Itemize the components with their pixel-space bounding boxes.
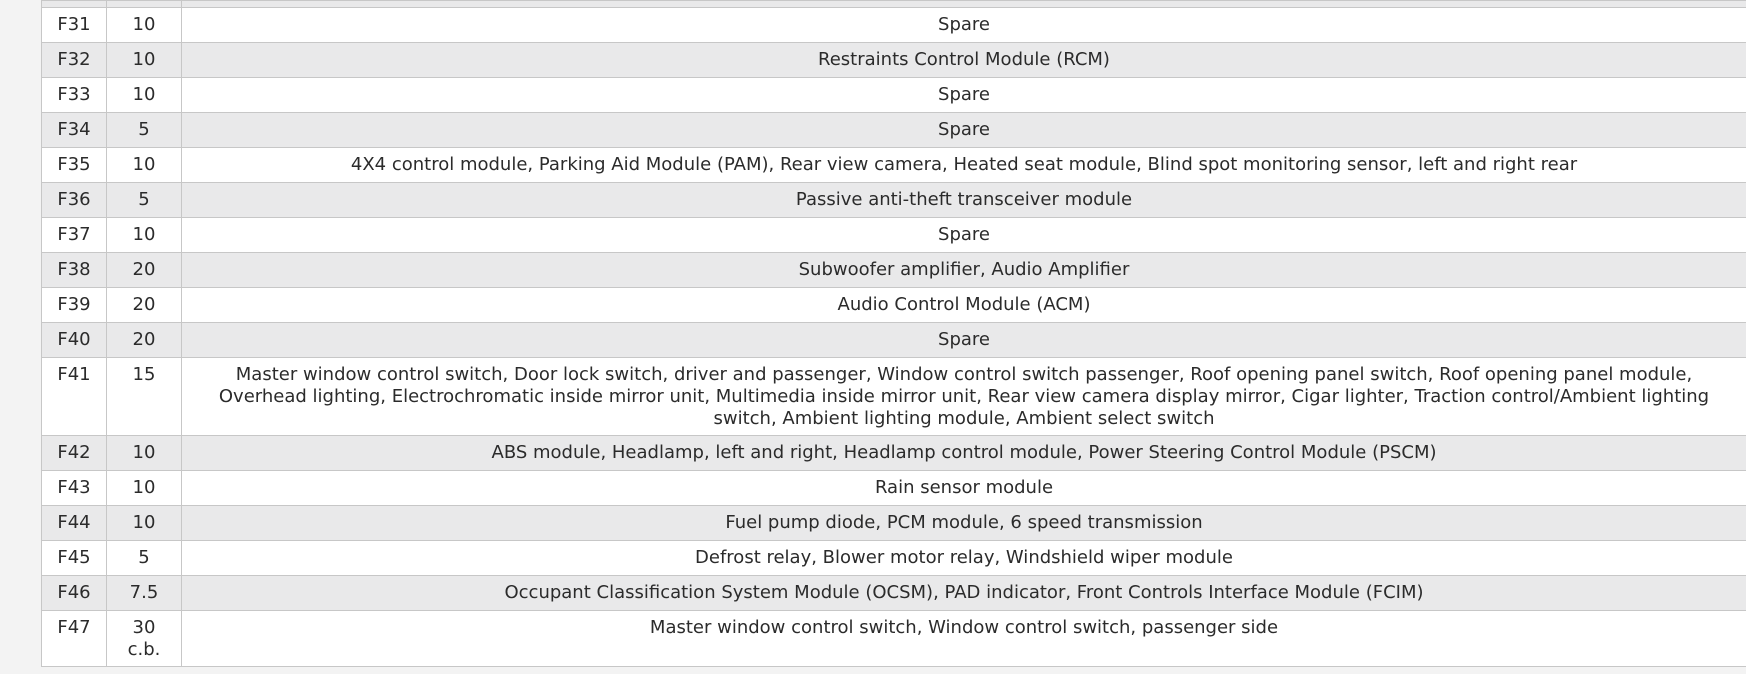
table-row [42, 43, 1746, 78]
fuse-id-cell [42, 358, 107, 436]
fuse-id: F38 [57, 259, 91, 280]
table-row [42, 113, 1746, 148]
fuse-id-cell [42, 8, 107, 43]
table-cell [182, 1, 1746, 8]
fuse-amps: 30 [132, 617, 156, 638]
table-row [42, 218, 1746, 253]
fuse-amps-cell [107, 358, 182, 436]
fuse-id-cell [42, 288, 107, 323]
fuse-description: Master window control switch, Door lock switch, driver and passenger, Window control switch passenger, Roof opening panel switch, Roof opening panel module, Overhead lighting, Electrochromatic inside mirror unit, Multimedia inside mirror unit, Rear view camera display mirror, Cigar lighter, Traction control/Ambient lighting switch, Ambient lighting module, Ambient select switch [218, 364, 1710, 429]
table-row [42, 541, 1746, 576]
fuse-description: Spare [938, 329, 990, 350]
fuse-amps: 20 [132, 294, 156, 315]
fuse-id-cell [42, 183, 107, 218]
fuse-id: F46 [57, 582, 91, 603]
table-row [42, 506, 1746, 541]
fuse-amps-cell [107, 323, 182, 358]
fuse-amps-cell [107, 183, 182, 218]
fuse-description-cell [182, 78, 1746, 113]
fuse-amps-cell [107, 78, 182, 113]
fuse-description-cell [182, 43, 1746, 78]
fuse-description: Spare [938, 224, 990, 245]
fuse-description-cell [182, 436, 1746, 471]
fuse-description: Occupant Classification System Module (OCSM), PAD indicator, Front Controls Interface Module (FCIM) [504, 582, 1424, 603]
fuse-description-cell [182, 576, 1746, 611]
fuse-id-cell [42, 471, 107, 506]
fuse-id: F47 [57, 617, 91, 638]
fuse-id: F42 [57, 442, 91, 463]
table-row [42, 611, 1746, 667]
fuse-amps: 10 [132, 84, 156, 105]
fuse-description-cell [182, 183, 1746, 218]
fuse-description-cell [182, 288, 1746, 323]
fuse-table [41, 0, 1746, 667]
fuse-description: Restraints Control Module (RCM) [818, 49, 1110, 70]
table-row-partial [42, 1, 1746, 8]
fuse-description: Subwoofer amplifier, Audio Amplifier [798, 259, 1130, 280]
fuse-amps: 10 [132, 154, 156, 175]
fuse-amps-unit: c.b. [127, 639, 161, 660]
fuse-description-cell [182, 611, 1746, 667]
fuse-description: Spare [938, 84, 990, 105]
fuse-id: F35 [57, 154, 91, 175]
fuse-amps-cell [107, 43, 182, 78]
fuse-description: 4X4 control module, Parking Aid Module (PAM), Rear view camera, Heated seat module, Blind spot monitoring sensor, left and right rear [350, 154, 1578, 175]
fuse-description: Audio Control Module (ACM) [837, 294, 1091, 315]
fuse-id: F41 [57, 364, 91, 385]
fuse-amps: 10 [132, 224, 156, 245]
fuse-description-cell [182, 218, 1746, 253]
fuse-id-cell [42, 611, 107, 667]
fuse-amps: 5 [138, 189, 150, 210]
table-cell [107, 1, 182, 8]
fuse-amps: 5 [138, 119, 150, 140]
fuse-description: Fuel pump diode, PCM module, 6 speed transmission [725, 512, 1203, 533]
fuse-description: Defrost relay, Blower motor relay, Windshield wiper module [695, 547, 1233, 568]
fuse-id-cell [42, 253, 107, 288]
fuse-amps: 10 [132, 512, 156, 533]
fuse-amps-cell [107, 576, 182, 611]
table-row [42, 358, 1746, 436]
fuse-id: F32 [57, 49, 91, 70]
fuse-description-cell [182, 253, 1746, 288]
fuse-id-cell [42, 541, 107, 576]
fuse-amps: 20 [132, 329, 156, 350]
fuse-amps-cell [107, 8, 182, 43]
fuse-id-cell [42, 506, 107, 541]
fuse-id-cell [42, 43, 107, 78]
fuse-id-cell [42, 218, 107, 253]
table-row [42, 148, 1746, 183]
fuse-description: Spare [938, 14, 990, 35]
fuse-id-cell [42, 78, 107, 113]
fuse-amps-cell [107, 506, 182, 541]
fuse-amps-cell [107, 471, 182, 506]
fuse-id-cell [42, 148, 107, 183]
fuse-description: Rain sensor module [874, 477, 1054, 498]
fuse-amps: 5 [138, 547, 150, 568]
fuse-amps-cell [107, 436, 182, 471]
fuse-description-cell [182, 541, 1746, 576]
fuse-amps: 10 [132, 477, 156, 498]
fuse-description-cell [182, 8, 1746, 43]
table-row [42, 183, 1746, 218]
fuse-id: F45 [57, 547, 91, 568]
fuse-description-cell [182, 471, 1746, 506]
fuse-id-cell [42, 113, 107, 148]
fuse-id-cell [42, 436, 107, 471]
fuse-id: F44 [57, 512, 91, 533]
fuse-description: Spare [938, 119, 990, 140]
fuse-id: F40 [57, 329, 91, 350]
fuse-amps-cell [107, 148, 182, 183]
fuse-amps: 10 [132, 442, 156, 463]
fuse-description: ABS module, Headlamp, left and right, Headlamp control module, Power Steering Control Module (PSCM) [491, 442, 1437, 463]
fuse-amps: 7.5 [129, 582, 159, 603]
table-row [42, 288, 1746, 323]
fuse-id: F34 [57, 119, 91, 140]
fuse-description: Master window control switch, Window control switch, passenger side [649, 617, 1279, 638]
fuse-id: F36 [57, 189, 91, 210]
table-row [42, 323, 1746, 358]
fuse-id-cell [42, 576, 107, 611]
fuse-description-cell [182, 148, 1746, 183]
fuse-table-container [41, 0, 1746, 667]
fuse-id: F31 [57, 14, 91, 35]
table-row [42, 576, 1746, 611]
fuse-id: F37 [57, 224, 91, 245]
table-row [42, 253, 1746, 288]
table-cell [42, 1, 107, 8]
fuse-amps: 10 [132, 14, 156, 35]
table-row [42, 78, 1746, 113]
fuse-id-cell [42, 323, 107, 358]
fuse-amps: 15 [132, 364, 156, 385]
fuse-description-cell [182, 358, 1746, 436]
fuse-amps-cell [107, 218, 182, 253]
fuse-description-cell [182, 113, 1746, 148]
fuse-id: F33 [57, 84, 91, 105]
table-row [42, 471, 1746, 506]
fuse-amps-cell [107, 113, 182, 148]
fuse-id: F43 [57, 477, 91, 498]
fuse-description: Passive anti-theft transceiver module [795, 189, 1133, 210]
fuse-amps: 10 [132, 49, 156, 70]
table-row [42, 8, 1746, 43]
fuse-amps-block [109, 611, 179, 666]
fuse-id: F39 [57, 294, 91, 315]
fuse-amps-cell [107, 541, 182, 576]
fuse-amps: 20 [132, 259, 156, 280]
fuse-amps-cell [107, 253, 182, 288]
fuse-description-cell [182, 506, 1746, 541]
table-row [42, 436, 1746, 471]
fuse-amps-cell [107, 611, 182, 667]
fuse-amps-cell [107, 288, 182, 323]
fuse-description-cell [182, 323, 1746, 358]
